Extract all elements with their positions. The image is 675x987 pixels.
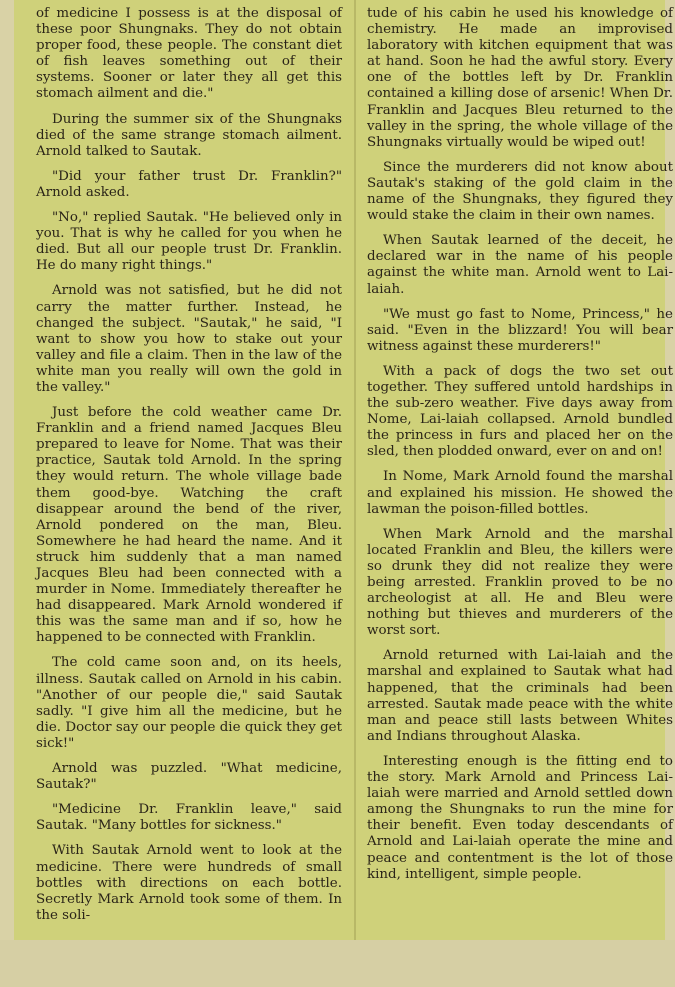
paragraph: Since the murderers did not know about Sautak's staking of the gold claim in the name of the Shungnaks, they figured they would stake the claim in their own names. [367,159,673,224]
paragraph: When Sautak learned of the deceit, he declared war in the name of his people against the white man. Arnold went to Lai-laiah. [367,233,673,297]
paragraph: "Did your father trust Dr. Franklin?" Arnold asked. [36,168,342,200]
paragraph: When Mark Arnold and the marshal located Franklin and Bleu, the killers were so drunk they did not realize they were being arrested. Franklin proved to be no archeologist at all. He and Bleu were nothing but thieves and murderers of the worst sort. [367,526,673,639]
column-divider [354,0,356,940]
paragraph: Arnold was puzzled. "What medicine, Sautak?" [36,761,342,793]
paragraph: During the summer six of the Shungnaks died of the same strange stomach ailment. Arnold talked to Sautak. [36,111,342,159]
paragraph: With Sautak Arnold went to look at the medicine. There were hundreds of small bottles with directions on each bottle. Secretly Mark Arnold took some of them. In the soli- [36,843,342,923]
paragraph: "No," replied Sautak. "He believed only in you. That is why he called for you when he died. But all our people trust Dr. Franklin. He do many right things." [36,210,342,274]
paragraph: Arnold was not satisfied, but he did not carry the matter further. Instead, he changed the subject. "Sautak," he said, "I want to show you how to stake out your valley and file a claim. Then in the law of the white man you really will own the gold in the valley." [36,283,342,395]
paragraph: of medicine I possess is at the disposal of these poor Shungnaks. They do not obtain proper food, these people. The constant diet of fish leaves something out of their systems. Sooner or later they all get this stomach ailment and die." [36,6,342,102]
page-bottom-margin [0,940,675,987]
right-column [367,6,673,892]
paragraph: The cold came soon and, on its heels, illness. Sautak called on Arnold in his cabin. "Another of our people die," said Sautak sadly. "I give him all the medicine, but he die. Doctor say our people die quick they get sick!" [36,655,342,751]
paragraph: "Medicine Dr. Franklin leave," said Sautak. "Many bottles for sickness." [36,802,342,834]
left-column [36,6,342,933]
text-panel [14,0,673,940]
paragraph: Interesting enough is the fitting end to the story. Mark Arnold and Princess Lai-laiah were married and Arnold settled down among the Shungnaks to run the mine for their benefit. Even today descendants of Arnold and Lai-laiah operate the mine and peace and contentment is the lot of those kind, intelligent, simple people. [367,753,673,882]
paragraph: With a pack of dogs the two set out together. They suffered untold hardships in the sub-zero weather. Five days away from Nome, Lai-laiah collapsed. Arnold bundled the princess in furs and placed her on the sled, then plodded onward, ever on and on! [367,363,673,460]
paragraph: "We must go fast to Nome, Princess," he said. "Even in the blizzard! You will bear witness against these murderers!" [367,306,673,354]
paragraph: Arnold returned with Lai-laiah and the marshal and explained to Sautak what had happened, that the criminals had been arrested. Sautak made peace with the white man and peace still lasts between Whites and Indians throughout Alaska. [367,648,673,744]
paragraph: In Nome, Mark Arnold found the marshal and explained his mission. He showed the lawman the poison-filled bottles. [367,469,673,517]
paragraph: Just before the cold weather came Dr. Franklin and a friend named Jacques Bleu prepared to leave for Nome. That was their practice, Sautak told Arnold. In the spring they would return. The whole village bade them good-bye. Watching the craft disappear around the bend of the river, Arnold pondered on the man, Bleu. Somewhere he had heard the name. And it struck him suddenly that a man named Jacques Bleu had been connected with a murder in Nome. Immediately thereafter he had disappeared. Mark Arnold wondered if this was the same man and if so, how he happened to be connected with Franklin. [36,405,342,646]
paragraph: tude of his cabin he used his knowledge of chemistry. He made an improvised laboratory with kitchen equipment that was at hand. Soon he had the awful story. Every one of the bottles left by Dr. Franklin contained a killing dose of arsenic! When Dr. Franklin and Jacques Bleu returned to the valley in the spring, the whole village of the Shungnaks virtually would be wiped out! [367,6,673,150]
